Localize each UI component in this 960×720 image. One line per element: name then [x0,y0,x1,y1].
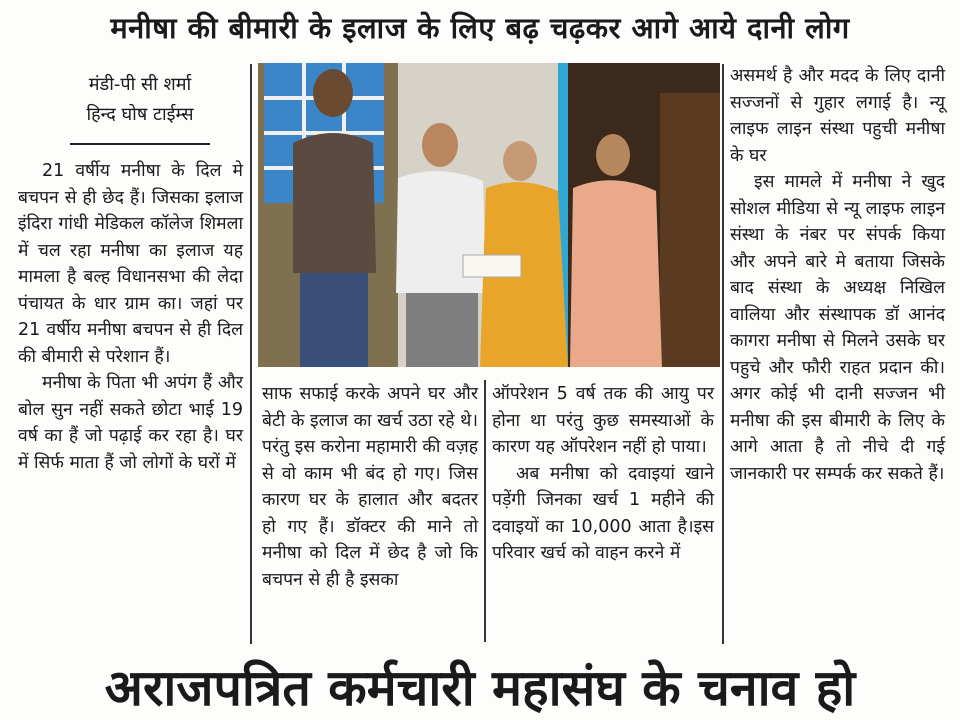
byline-paper: हिन्द घोष टाईम्स [86,104,194,125]
news-photo-illustration [258,63,720,367]
column-divider-1 [250,64,252,644]
column-2-paragraph-1: साफ सफाई करके अपने घर और बेटी के इलाज का खर्च उठा रहे थे। परंतु इस करोना महामारी की वज़ह से वो काम भी बंद हो गए। जिस कारण घर के हालात और बदतर हो गए हैं। डॉक्टर की माने तो मनीषा को दिल में छेद है जो कि बचपन से ही है इसका [262,384,478,590]
column-divider-2 [484,380,486,642]
column-4-paragraph-1: असमर्थ है और मदद के लिए दानी सज्जनों से गुहार लगाई है। न्यू लाइफ लाइन संस्था पहुची मनीषा के घर [730,66,945,166]
byline [50,70,230,130]
column-divider-3 [722,64,724,644]
column-4 [730,63,945,487]
column-1-paragraph-1: 21 वर्षीय मनीषा के दिल मे बचपन से ही छेद हैं। जिसका इलाज इंदिरा गांधी मेडिकल कॉलेज शिमला में चल रहा मनीषा का इलाज यह मामला है बल्ह विधानसभा की लेदा पंचायत के धार ग्राम का। जहां पर 21 वर्षीय मनीषा बचपन से ही दिल की बीमारी से परेशान हैं। [18,161,243,367]
column-4-paragraph-2: इस मामले में मनीषा ने खुद सोशल मीडिया से न्यू लाइफ लाइन संस्था के नंबर पर संपर्क किया और अपने बारे मे बताया जिसके बाद संस्था के अध्यक्ष निखिल वालिया और संस्थापक डॉ आनंद कागरा मनीषा से मिलने उसके घर पहुचे और फौरी राहत प्रदान की। अगर कोई भी दानी सज्जन भी मनीषा की इस बीमारी के लिए के आगे आता है तो नीचे दी गई जानकारी पर सम्पर्क कर सकते हैं। [730,172,945,484]
byline-rule [70,143,210,145]
column-3-paragraph-1: ऑपरेशन 5 वर्ष तक की आयु पर होना था परंतु कुछ समस्याओं के कारण यह ऑपरेशन नहीं हो पाया। [492,384,714,457]
column-2 [262,381,478,593]
column-3 [492,381,714,567]
byline-place: मंडी-पी सी शर्मा [88,74,192,95]
news-photo [258,63,720,367]
column-3-paragraph-2: अब मनीषा को दवाइयां खाने पड़ेंगी जिनका खर्च 1 महीने की दवाइयों का 10,000 आता है।इस परिवार खर्च को वाहन करने में [492,463,714,563]
bottom-headline: अराजपत्रित कर्मचारी महासंघ के चनाव हो [104,659,856,717]
headline: मनीषा की बीमारी के इलाज के लिए बढ़ चढ़कर आगे आये दानी लोग [110,11,850,45]
column-1 [18,158,243,476]
column-1-paragraph-2: मनीषा के पिता भी अपंग हैं और बोल सुन नहीं सकते छोटा भाई 19 वर्ष का हैं जो पढ़ाई कर रहा है। घर में सिर्फ माता हैं जो लोगों के घरों में [18,373,243,473]
